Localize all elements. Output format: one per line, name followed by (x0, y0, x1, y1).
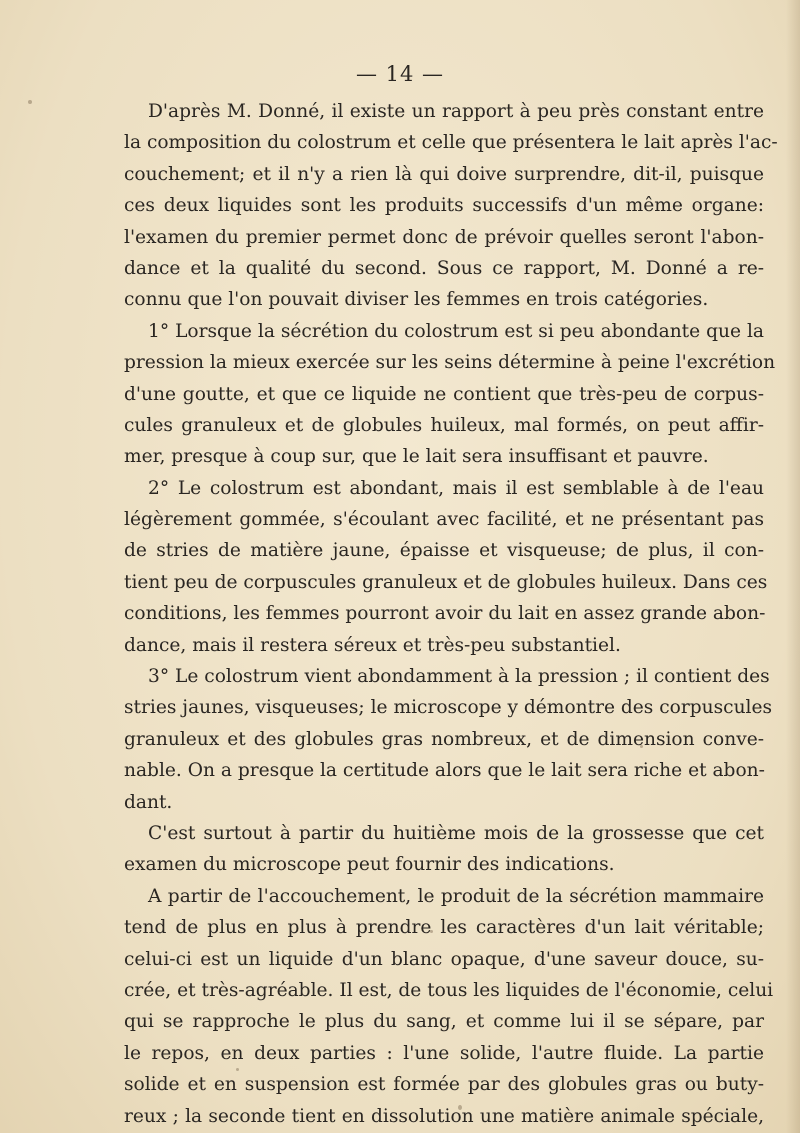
body-text (124, 96, 778, 1132)
text-line: solide et en suspension est formée par des globules gras ou buty- (124, 1074, 764, 1096)
text-line: tend de plus en plus à prendre les caractères d'un lait véritable; (124, 917, 764, 939)
text-line: tient peu de corpuscules granuleux et de globules huileux. Dans ces (124, 571, 768, 593)
text-line: dant. (124, 791, 173, 813)
text-line: couchement; et il n'y a rien là qui doive surprendre, dit-il, puisque (124, 163, 764, 185)
text-line: de stries de matière jaune, épaisse et visqueuse; de plus, il con- (124, 540, 764, 562)
text-line: connu que l'on pouvait diviser les femmes en trois catégories. (124, 289, 709, 311)
text-line: A partir de l'accouchement, le produit de la sécrétion mammaire (148, 885, 764, 907)
text-line: conditions, les femmes pourront avoir du lait en assez grande abon- (124, 603, 766, 625)
text-line: 2° Le colostrum est abondant, mais il est semblable à de l'eau (148, 477, 764, 499)
text-line: ces deux liquides sont les produits successifs d'un même organe: (124, 195, 764, 217)
text-line: qui se rapproche le plus du sang, et comme lui il se sépare, par (124, 1011, 764, 1033)
paper-speck (236, 1068, 239, 1071)
text-line: le repos, en deux parties : l'une solide, l'autre fluide. La partie (124, 1042, 764, 1064)
text-line: D'après M. Donné, il existe un rapport à peu près constant entre (148, 101, 764, 122)
text-line: reux ; la seconde tient en dissolution une matière animale spéciale, (124, 1105, 764, 1127)
text-line: stries jaunes, visqueuses; le microscope y démontre des corpuscules (124, 697, 773, 719)
text-line: légèrement gommée, s'écoulant avec facilité, et ne présentant pas (124, 509, 764, 531)
text-line: pression la mieux exercée sur les seins détermine à peine l'excrétion (124, 352, 776, 374)
paper-speck (640, 745, 643, 748)
paper-speck (430, 930, 433, 933)
text-line: cules granuleux et de globules huileux, mal formés, on peut affir- (124, 414, 764, 436)
text-line: 3° Le colostrum vient abondamment à la pression ; il contient des (148, 666, 770, 688)
text-line: nable. On a presque la certitude alors que le lait sera riche et abon- (124, 760, 765, 782)
text-line: dance et la qualité du second. Sous ce rapport, M. Donné a re- (124, 257, 764, 279)
text-line: l'examen du premier permet donc de prévoir quelles seront l'abon- (124, 226, 764, 248)
text-line: C'est surtout à partir du huitième mois de la grossesse que cet (148, 822, 764, 844)
text-line: granuleux et des globules gras nombreux, et de dimension conve- (124, 728, 764, 750)
text-line: crée, et très-agréable. Il est, de tous les liquides de l'économie, celui (124, 979, 774, 1001)
page-edge-shadow (786, 0, 800, 1133)
text-line: celui-ci est un liquide d'un blanc opaque, d'une saveur douce, su- (124, 948, 764, 970)
page-number: — 14 — (355, 62, 445, 86)
text-line: examen du microscope peut fournir des indications. (124, 854, 615, 876)
text-line: dance, mais il restera séreux et très-peu substantiel. (124, 634, 621, 656)
text-line: mer, presque à coup sur, que le lait sera insuffisant et pauvre. (124, 446, 709, 468)
paper-speck (28, 100, 32, 104)
text-line: 1° Lorsque la sécrétion du colostrum est si peu abondante que la (148, 320, 764, 342)
text-line: la composition du colostrum et celle que présentera le lait après l'ac- (124, 132, 778, 154)
paper-speck (458, 1105, 462, 1110)
text-line: d'une goutte, et que ce liquide ne contient que très-peu de corpus- (124, 383, 764, 405)
